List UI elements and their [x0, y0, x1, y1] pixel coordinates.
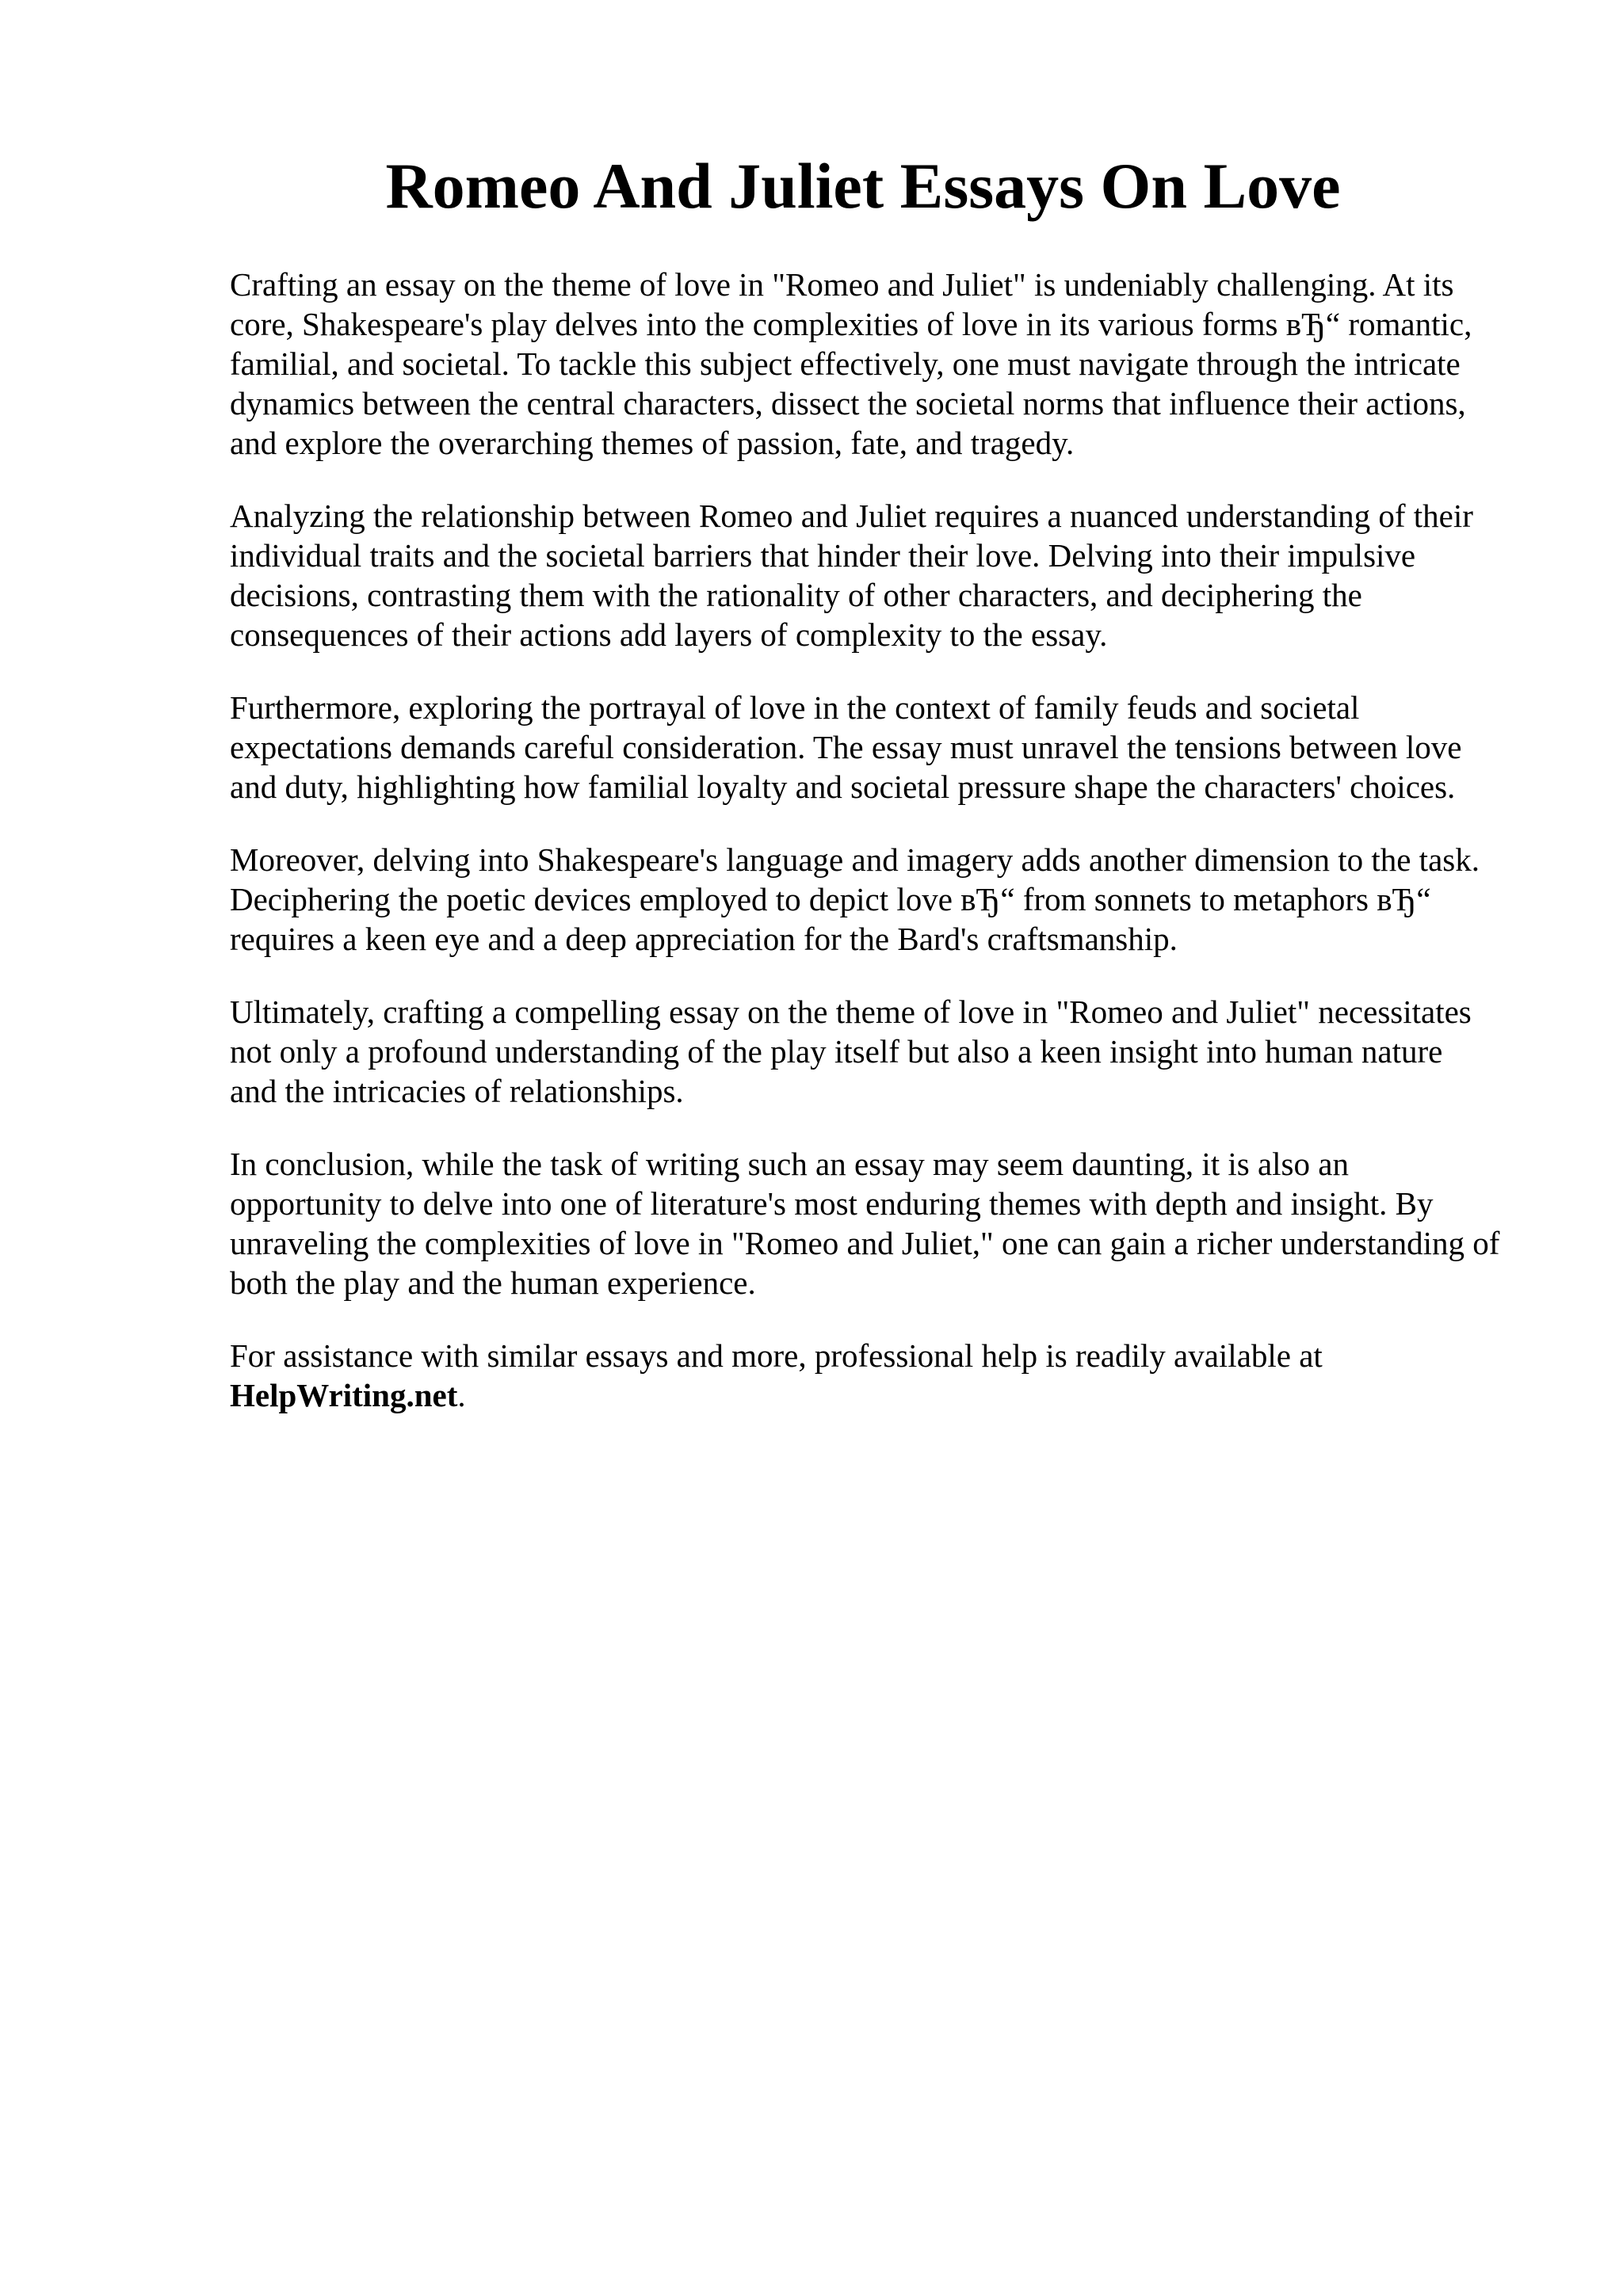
- paragraph-2: [230, 496, 1537, 654]
- text-line: and the intricacies of relationships.: [230, 1073, 684, 1110]
- text-line: core, Shakespeare's play delves into the complexities of love in its various forms вЂ“ romantic,: [230, 306, 1472, 343]
- paragraph-5: [230, 992, 1537, 1111]
- closing-paragraph: [230, 1336, 1537, 1415]
- paragraph-3: [230, 688, 1537, 807]
- paragraph-6: [230, 1144, 1537, 1302]
- closing-link-line: [230, 1375, 1537, 1415]
- paragraph-4: [230, 840, 1537, 959]
- text-line: Deciphering the poetic devices employed to depict love вЂ“ from sonnets to metaphors вЂ“: [230, 881, 1431, 918]
- text-line: individual traits and the societal barriers that hinder their love. Delving into their impulsive: [230, 537, 1416, 574]
- text-line: For assistance with similar essays and more, professional help is readily available at: [230, 1337, 1323, 1375]
- page-title: [0, 147, 1341, 225]
- text-line: and duty, highlighting how familial loyalty and societal pressure shape the characters' choices.: [230, 769, 1456, 806]
- text-line: Crafting an essay on the theme of love in "Romeo and Juliet" is undeniably challenging. At its: [230, 266, 1454, 303]
- text-line: familial, and societal. To tackle this subject effectively, one must navigate through the intricate: [230, 345, 1461, 383]
- essay-body: [230, 265, 1537, 1415]
- text-line: decisions, contrasting them with the rationality of other characters, and deciphering the: [230, 577, 1362, 614]
- text-line: dynamics between the central characters, dissect the societal norms that influence their actions,: [230, 385, 1466, 422]
- text-line: opportunity to delve into one of literature's most enduring themes with depth and insight. By: [230, 1185, 1434, 1222]
- text-line: both the play and the human experience.: [230, 1264, 756, 1302]
- text-line: and explore the overarching themes of passion, fate, and tragedy.: [230, 425, 1075, 462]
- helpwriting-link[interactable]: HelpWriting.net: [230, 1377, 458, 1414]
- paragraph-1: [230, 265, 1537, 463]
- text-line: Analyzing the relationship between Romeo and Juliet requires a nuanced understanding of their: [230, 498, 1473, 535]
- text-line: In conclusion, while the task of writing such an essay may seem daunting, it is also an: [230, 1146, 1349, 1183]
- text-line: requires a keen eye and a deep appreciation for the Bard's craftsmanship.: [230, 921, 1178, 958]
- text-line: not only a profound understanding of the play itself but also a keen insight into human nature: [230, 1033, 1443, 1070]
- closing-period: .: [457, 1377, 466, 1414]
- text-line: unraveling the complexities of love in "Romeo and Juliet," one can gain a richer understanding of: [230, 1225, 1500, 1262]
- page-title-text: Romeo And Juliet Essays On Love: [385, 150, 1341, 222]
- text-line: expectations demands careful consideration. The essay must unravel the tensions between love: [230, 729, 1462, 766]
- text-line: consequences of their actions add layers of complexity to the essay.: [230, 616, 1108, 654]
- text-line: Moreover, delving into Shakespeare's language and imagery adds another dimension to the task.: [230, 841, 1480, 879]
- text-line: Furthermore, exploring the portrayal of love in the context of family feuds and societal: [230, 689, 1360, 727]
- text-line: Ultimately, crafting a compelling essay on the theme of love in "Romeo and Juliet" necessitates: [230, 994, 1472, 1031]
